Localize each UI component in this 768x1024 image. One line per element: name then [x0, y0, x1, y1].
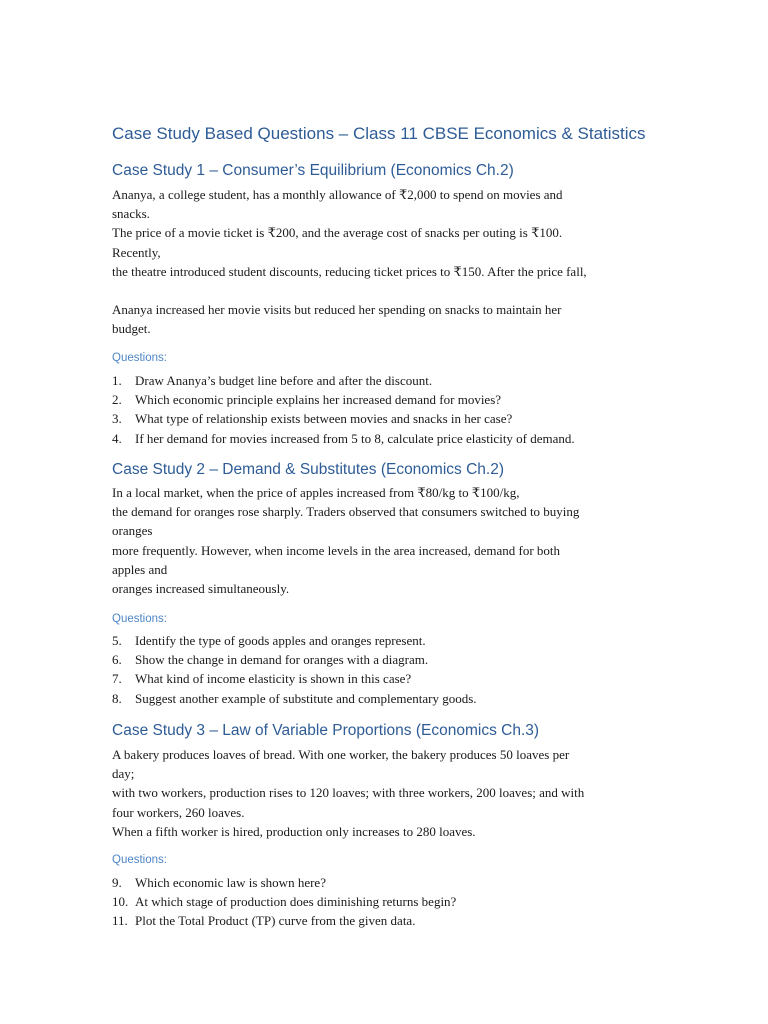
question-item	[112, 911, 657, 930]
question-item	[112, 371, 657, 390]
question-item	[112, 390, 657, 409]
text-line: A bakery produces loaves of bread. With one worker, the bakery produces 50 loaves per	[112, 747, 570, 762]
text-line: Ananya increased her movie visits but reduced her spending on snacks to maintain her	[112, 302, 562, 318]
question-number: 3.	[112, 411, 122, 427]
question-number: 5.	[112, 633, 122, 648]
case-study-3-text	[112, 745, 657, 841]
case-study-3-heading: Case Study 3 – Law of Variable Proportions (Economics Ch.3)	[112, 722, 540, 739]
question-item	[112, 873, 657, 892]
question-number: 4.	[112, 430, 122, 446]
text-line: more frequently. However, when income levels in the area increased, demand for both	[112, 542, 561, 558]
question-number: 2.	[112, 392, 122, 408]
text-line: day;	[112, 766, 135, 782]
case-study-1-heading: Case Study 1 – Consumer’s Equilibrium (Economics Ch.2)	[112, 162, 514, 179]
question-item	[112, 892, 657, 911]
question-text: What kind of income elasticity is shown in this case?	[135, 671, 412, 687]
text-line: apples and	[112, 561, 168, 577]
question-number: 1.	[112, 373, 122, 388]
question-text: Draw Ananya’s budget line before and after the discount.	[135, 373, 433, 388]
question-text: At which stage of production does diminishing returns begin?	[135, 894, 457, 910]
text-line: with two workers, production rises to 120 loaves; with three workers, 200 loaves; and with	[112, 785, 585, 801]
question-number: 6.	[112, 652, 122, 668]
text-line: oranges increased simultaneously.	[112, 581, 290, 597]
text-line: Recently,	[112, 244, 161, 260]
case-study-1-questions	[112, 371, 657, 448]
text-line: the demand for oranges rose sharply. Traders observed that consumers switched to buying	[112, 504, 580, 520]
case-study-2-questions	[112, 631, 657, 708]
text-line: snacks.	[112, 206, 150, 222]
text-line: budget.	[112, 321, 151, 337]
case-study-1-questions-label: Questions:	[112, 352, 167, 364]
case-study-2-questions-label: Questions:	[112, 613, 167, 625]
question-number: 7.	[112, 671, 122, 687]
question-number: 11.	[112, 913, 128, 929]
question-number: 9.	[112, 875, 122, 890]
text-line	[112, 281, 657, 300]
question-text: Suggest another example of substitute and complementary goods.	[135, 690, 477, 706]
document-page	[112, 0, 657, 1024]
text-line: the theatre introduced student discounts, reducing ticket prices to ₹150. After the price fall,	[112, 263, 587, 279]
text-line: oranges	[112, 523, 153, 539]
text-line: In a local market, when the price of apples increased from ₹80/kg to ₹100/kg,	[112, 485, 520, 500]
text-line: Ananya, a college student, has a monthly allowance of ₹2,000 to spend on movies and	[112, 187, 563, 202]
question-text: Identify the type of goods apples and oranges represent.	[135, 633, 426, 648]
question-item	[112, 429, 657, 448]
case-study-1-text	[112, 185, 657, 339]
question-item	[112, 409, 657, 428]
question-item	[112, 650, 657, 669]
question-text: If her demand for movies increased from 5 to 8, calculate price elasticity of demand.	[135, 430, 575, 446]
case-study-2-text	[112, 483, 657, 598]
question-item	[112, 669, 657, 688]
text-line: four workers, 260 loaves.	[112, 804, 245, 820]
question-number: 10.	[112, 894, 129, 910]
question-item	[112, 631, 657, 650]
question-text: What type of relationship exists between movies and snacks in her case?	[135, 411, 513, 427]
document-title: Case Study Based Questions – Class 11 CBSE Economics & Statistics	[112, 124, 646, 143]
text-line: When a fifth worker is hired, production only increases to 280 loaves.	[112, 823, 476, 839]
text-line: The price of a movie ticket is ₹200, and the average cost of snacks per outing is ₹100.	[112, 225, 563, 241]
case-study-3-questions-label: Questions:	[112, 854, 167, 866]
question-number: 8.	[112, 690, 122, 706]
case-study-3-questions	[112, 873, 657, 931]
question-item	[112, 689, 657, 708]
question-text: Which economic principle explains her increased demand for movies?	[135, 392, 502, 408]
question-text: Which economic law is shown here?	[135, 875, 326, 890]
question-text: Plot the Total Product (TP) curve from the given data.	[135, 913, 416, 929]
question-text: Show the change in demand for oranges with a diagram.	[135, 652, 429, 668]
case-study-2-heading: Case Study 2 – Demand & Substitutes (Economics Ch.2)	[112, 461, 504, 478]
